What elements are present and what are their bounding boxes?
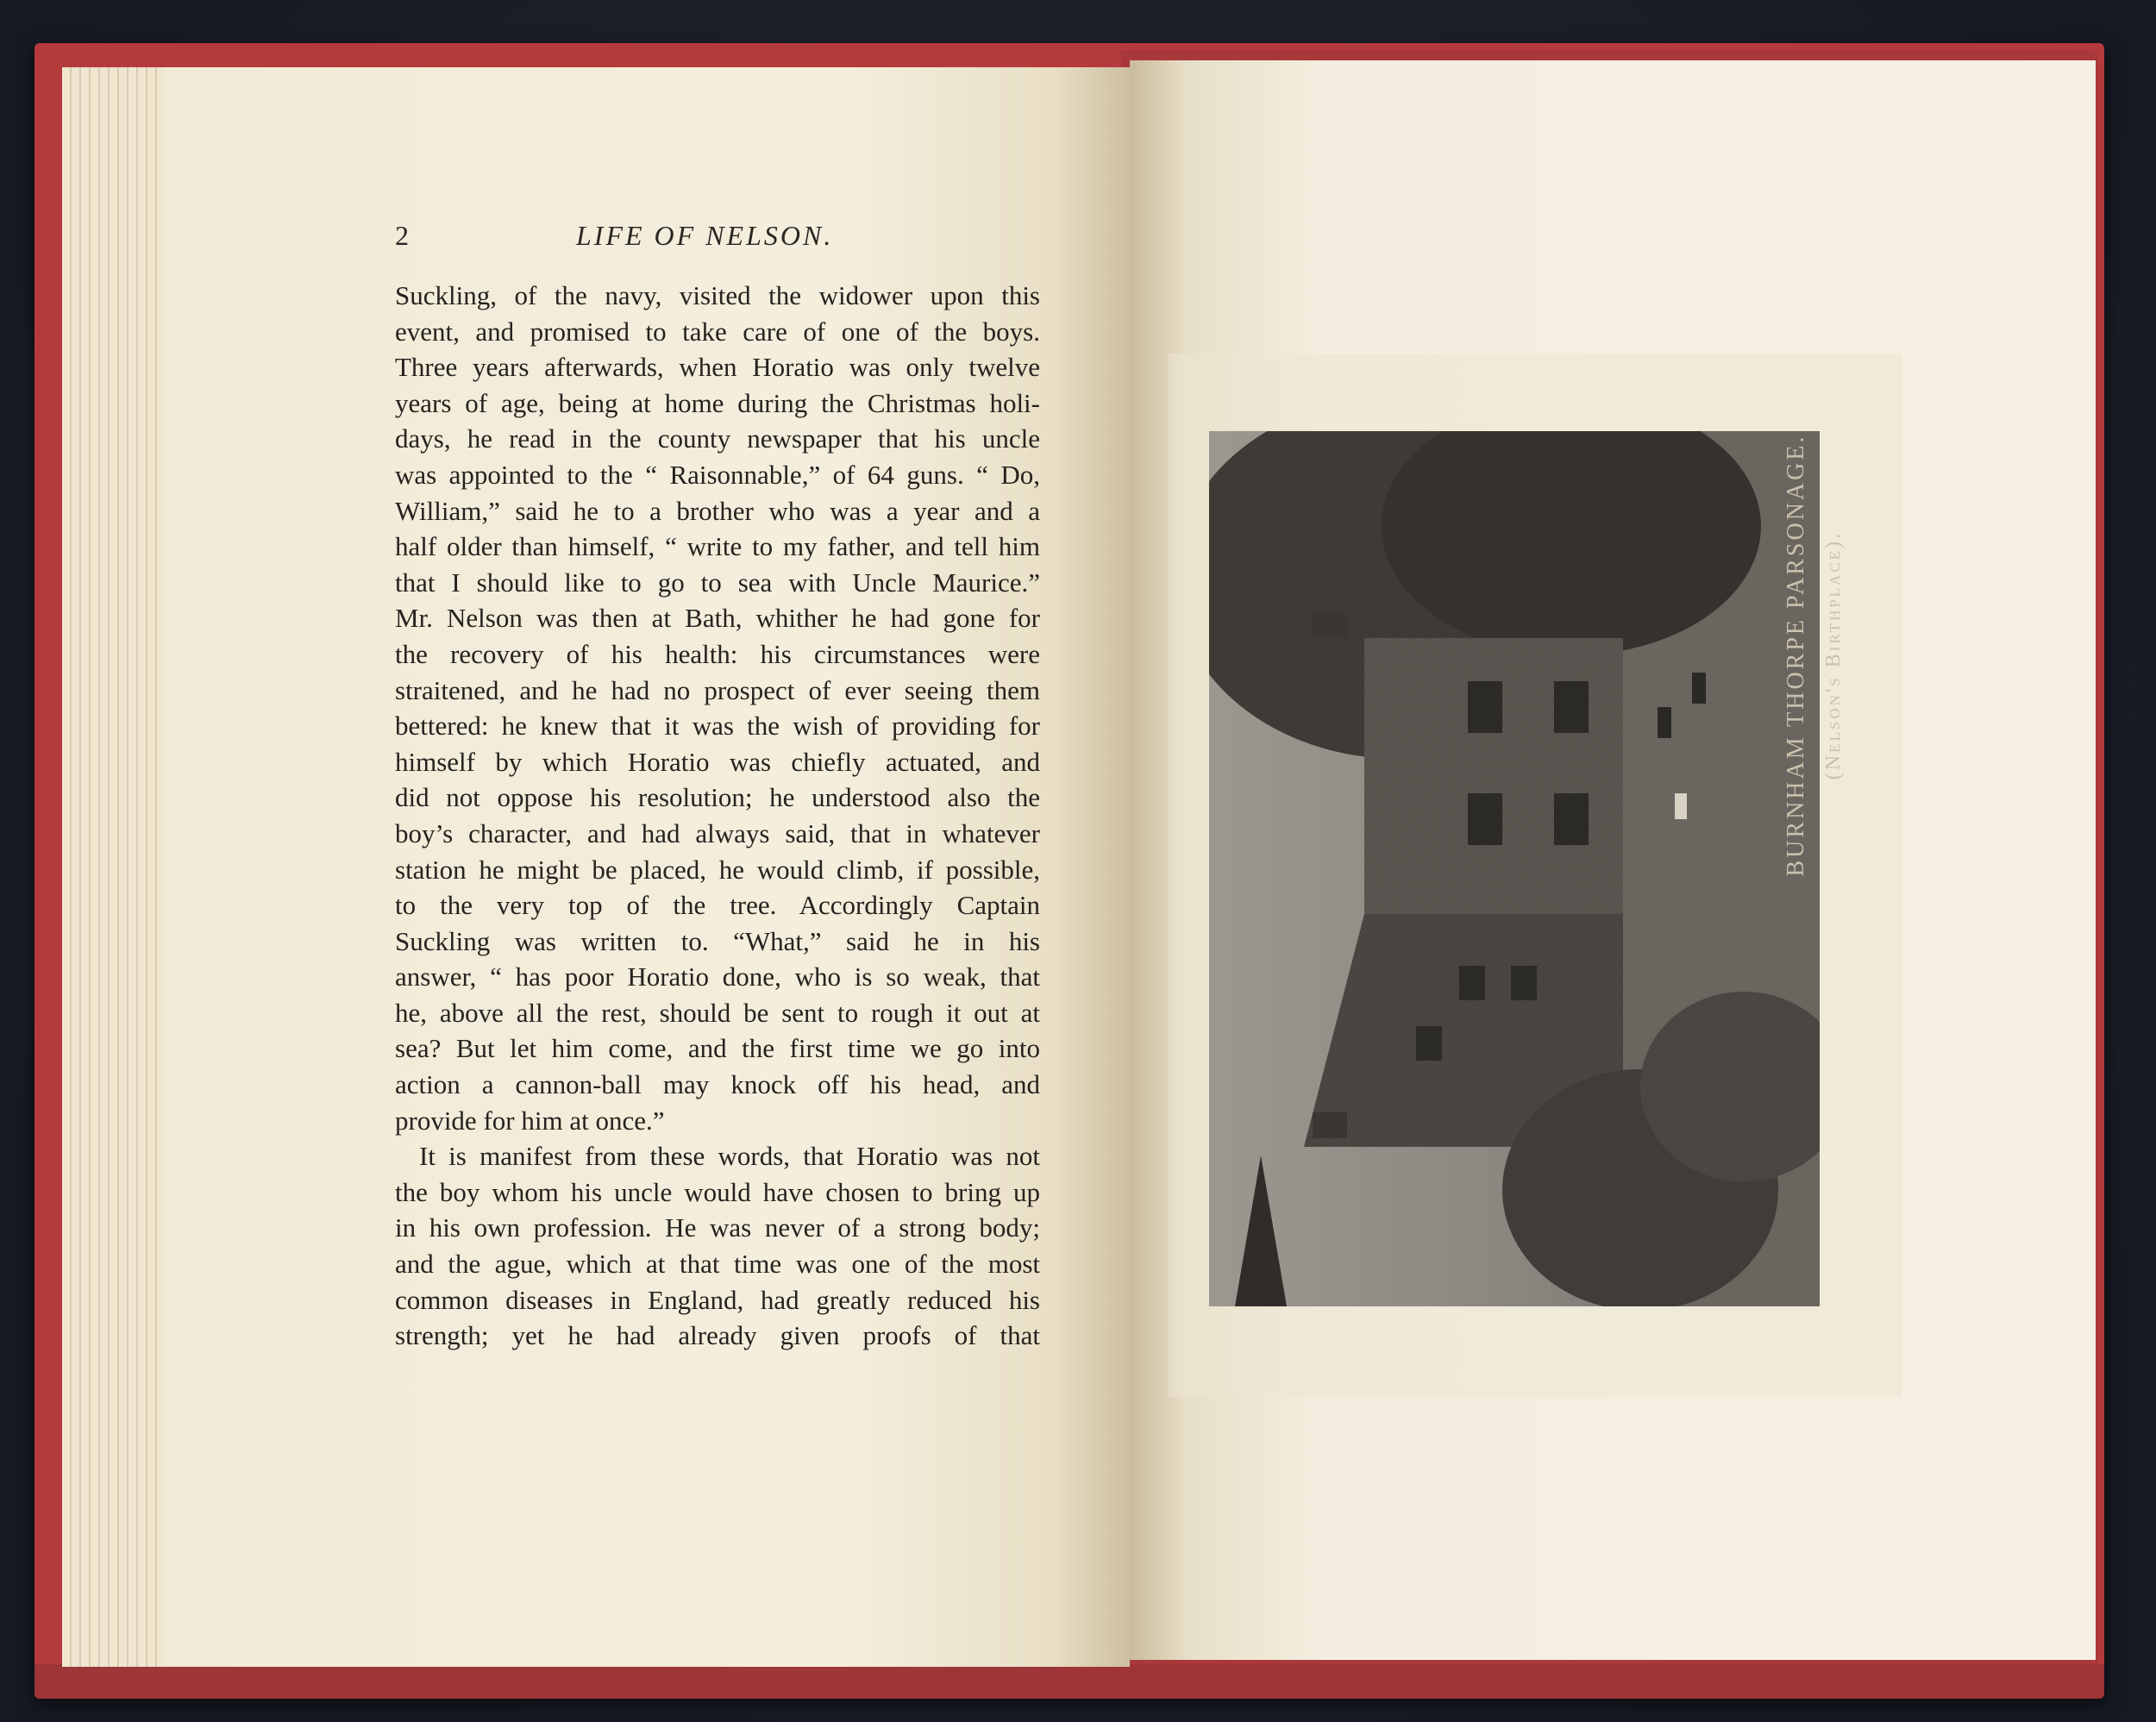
text-line: was appointed to the “ Raisonnable,” of 64 guns. “ Do, <box>395 459 1040 490</box>
running-head <box>395 220 1068 263</box>
text-line: It is manifest from these words, that Horatio was not <box>419 1141 1040 1172</box>
text-line: in his own profession. He was never of a strong body; <box>395 1212 1040 1243</box>
text-line: event, and promised to take care of one of the boys. <box>395 316 1040 347</box>
plate-caption <box>1764 224 1867 1086</box>
text-line: action a cannon-ball may knock off his head, and <box>395 1069 1040 1100</box>
text-line: station he might be placed, he would climb, if possible, <box>395 854 1040 885</box>
text-line: himself by which Horatio was chiefly actuated, and <box>395 746 1040 777</box>
text-line: straitened, and he had no prospect of ever seeing them <box>395 674 1040 705</box>
text-line: Mr. Nelson was then at Bath, whither he had gone for <box>395 603 1040 634</box>
text-line: Suckling, of the navy, visited the widower upon this <box>395 280 1040 310</box>
text-line: provide for him at once.” <box>395 1105 665 1136</box>
text-line: sea? But let him come, and the first time we go into <box>395 1033 1040 1064</box>
text-line: answer, “ has poor Horatio done, who is so weak, that <box>395 961 1040 992</box>
text-line: the recovery of his health: his circumstances were <box>395 638 1040 669</box>
text-line: Suckling was written to. “What,” said he in his <box>395 925 1040 956</box>
text-line: the boy whom his uncle would have chosen to bring up <box>395 1176 1040 1207</box>
text-line: he, above all the rest, should be sent to rough it out at <box>395 997 1040 1028</box>
text-line: boy’s character, and had always said, that in whatever <box>395 817 1040 848</box>
text-line: did not oppose his resolution; he understood also the <box>395 782 1040 813</box>
text-line: that I should like to go to sea with Uncle Maurice.” <box>395 567 1040 598</box>
body-text <box>395 278 1040 1354</box>
text-line: half older than himself, “ write to my father, and tell him <box>395 531 1040 562</box>
plate-title: BURNHAM THORPE PARSONAGE. <box>1783 434 1809 877</box>
page-number: 2 <box>395 220 409 251</box>
text-line: years of age, being at home during the Christmas holi- <box>395 387 1040 418</box>
page-edges <box>62 67 174 1667</box>
text-line: days, he read in the county newspaper that his uncle <box>395 423 1040 454</box>
book-cover-bottom-edge <box>34 1664 2104 1699</box>
text-line: Three years afterwards, when Horatio was only twelve <box>395 352 1040 383</box>
engraving-plate <box>1209 431 1820 1306</box>
text-line: strength; yet he had already given proofs of that <box>395 1320 1040 1351</box>
plate-subtitle: (Nelson's Birthplace). <box>1822 530 1845 780</box>
text-line: to the very top of the tree. Accordingly Captain <box>395 890 1040 921</box>
text-line: common diseases in England, had greatly reduced his <box>395 1284 1040 1315</box>
text-line: bettered: he knew that it was the wish of providing for <box>395 711 1040 742</box>
text-line: and the ague, which at that time was one of the most <box>395 1249 1040 1280</box>
engraving-illustration <box>1209 431 1820 1306</box>
text-line: William,” said he to a brother who was a year and a <box>395 495 1040 526</box>
running-title: LIFE OF NELSON. <box>576 220 834 251</box>
